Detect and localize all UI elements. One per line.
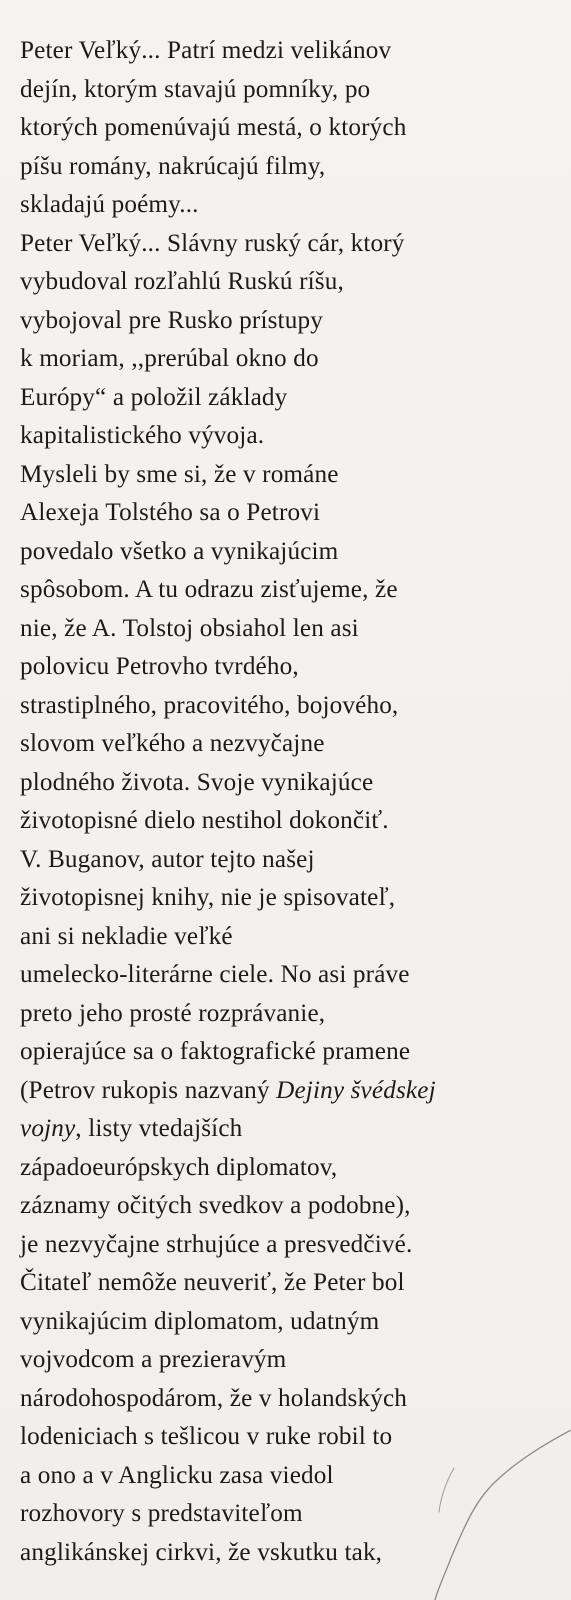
- text-line: lodeniciach s tešlicou v ruke robil to: [20, 1423, 393, 1450]
- text-line: k moriam, ,,prerúbal okno do: [20, 345, 319, 372]
- text-line: životopisnej knihy, nie je spisovateľ,: [20, 884, 396, 911]
- text-line: Mysleli by sme si, že v románe: [20, 460, 339, 488]
- text-line: záznamy očitých svedkov a podobne),: [20, 1192, 411, 1219]
- text-line: [20, 1110, 550, 1149]
- text-line: spôsobom. A tu odrazu zisťujeme, že: [20, 576, 398, 603]
- text-line: umelecko-literárne ciele. No asi práve: [20, 961, 410, 988]
- text-line: Európy“ a položil základy: [20, 383, 288, 411]
- text-fragment: (Petrov rukopis nazvaný: [20, 1076, 277, 1104]
- text-line: Peter Veľký... Patrí medzi velikánov: [20, 37, 392, 64]
- text-line: píšu romány, nakrúcajú filmy,: [20, 152, 326, 180]
- text-line: rozhovory s predstaviteľom: [20, 1500, 303, 1527]
- italic-title-fragment: vojny: [20, 1115, 76, 1142]
- text-line: a ono a v Anglicku zasa viedol: [20, 1461, 334, 1489]
- text-line: je nezvyčajne strhujúce a presvedčivé.: [20, 1230, 413, 1258]
- text-line: [20, 1072, 550, 1111]
- text-line: vojvodcom a prezieravým: [20, 1346, 287, 1373]
- text-line: vynikajúcim diplomatom, udatným: [20, 1307, 380, 1335]
- text-line: nie, že A. Tolstoj obsiahol len asi: [20, 614, 359, 642]
- text-line: dejín, ktorým stavajú pomníky, po: [20, 75, 371, 103]
- text-line: Čitateľ nemôže neuveriť, že Peter bol: [20, 1269, 405, 1296]
- text-line: ktorých pomenúvajú mestá, o ktorých: [20, 114, 407, 141]
- text-line: vybojoval pre Rusko prístupy: [20, 306, 323, 334]
- text-line: skladajú poémy...: [20, 191, 199, 218]
- text-line: strastiplného, pracovitého, bojového,: [20, 691, 399, 719]
- text-line: povedalo všetko a vynikajúcim: [20, 537, 339, 565]
- text-line: národohospodárom, že v holandských: [20, 1384, 408, 1412]
- text-line: polovicu Petrovho tvrdého,: [20, 653, 299, 680]
- text-line: plodného života. Svoje vynikajúce: [20, 768, 374, 796]
- text-fragment: , listy vtedajších: [75, 1115, 243, 1142]
- text-line: Alexeja Tolstého sa o Petrovi: [20, 499, 321, 526]
- text-line: ani si nekladie veľké: [20, 922, 233, 950]
- text-line: životopisné dielo nestihol dokončiť.: [20, 807, 389, 834]
- text-line: Peter Veľký... Slávny ruský cár, ktorý: [20, 229, 405, 257]
- text-line: kapitalistického vývoja.: [20, 422, 265, 449]
- text-line: anglikánskej cirkvi, že vskutku tak,: [20, 1538, 383, 1566]
- body-text: [20, 32, 550, 1572]
- text-line: vybudoval rozľahlú Ruskú ríšu,: [20, 268, 344, 295]
- text-line: preto jeho prosté rozprávanie,: [20, 999, 326, 1027]
- text-line: západoeurópskych diplomatov,: [20, 1153, 338, 1181]
- text-line: opierajúce sa o faktografické pramene: [20, 1038, 411, 1065]
- text-line: slovom veľkého a nezvyčajne: [20, 730, 325, 757]
- italic-title-fragment: Dejiny švédskej: [276, 1076, 436, 1104]
- text-line: V. Buganov, autor tejto našej: [20, 845, 315, 873]
